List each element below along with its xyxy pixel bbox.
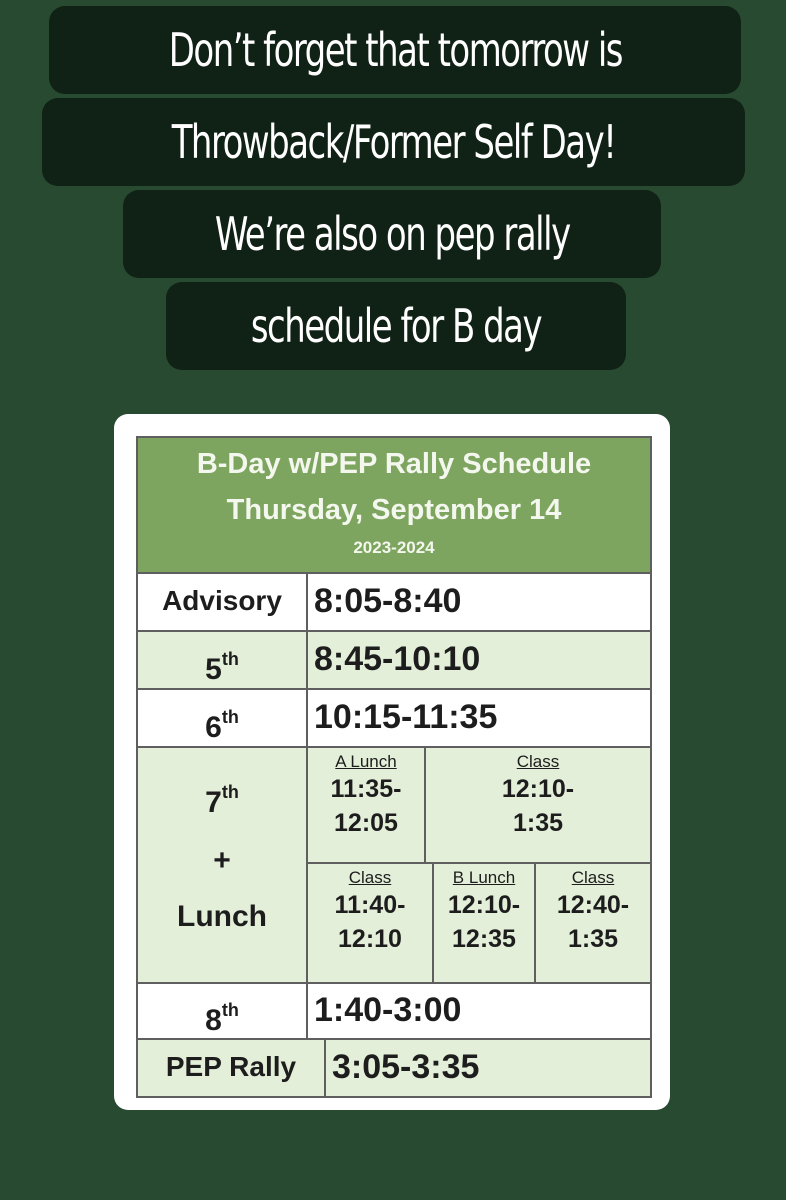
row-6th [138,688,650,746]
row-7th-lunch [138,746,650,982]
sixth-label: 6th [138,690,308,746]
seventh-label: 7th + Lunch [138,748,308,982]
fifth-time: 8:45-10:10 [314,640,481,678]
pep-label: PEP Rally [138,1040,326,1096]
schedule-header [138,438,650,572]
eighth-label: 8th [138,984,308,1038]
advisory-time: 8:05-8:40 [314,582,462,620]
row-8th [138,982,650,1038]
schedule-year: 2023-2024 [353,538,435,557]
class-b1-cell: Class 11:40- 12:10 [308,862,432,982]
eighth-time: 1:40-3:00 [314,991,462,1029]
a-lunch-cell: A Lunch 11:35- 12:05 [330,752,402,837]
schedule-title: B-Day w/PEP Rally Schedule [196,448,592,480]
pep-time: 3:05-3:35 [332,1048,480,1086]
row-5th [138,630,650,688]
advisory-label: Advisory [138,574,308,630]
b-lunch-cell: B Lunch 12:10- 12:35 [432,862,534,982]
schedule-date: Thursday, September 14 [226,494,562,526]
caption-line-3: We’re also on pep rally [123,190,661,278]
row-pep-rally [138,1038,650,1096]
class-top-cell: Class 12:10- 1:35 [424,748,650,862]
fifth-label: 5th [138,632,308,688]
caption-line-4: schedule for B day [166,282,626,370]
sixth-time: 10:15-11:35 [314,698,498,736]
class-b2-cell: Class 12:40- 1:35 [534,862,650,982]
row-advisory [138,572,650,630]
schedule-table [136,436,652,1098]
caption-line-1: Don’t forget that tomorrow is [49,6,741,94]
caption-line-2: Throwback/Former Self Day! [42,98,745,186]
